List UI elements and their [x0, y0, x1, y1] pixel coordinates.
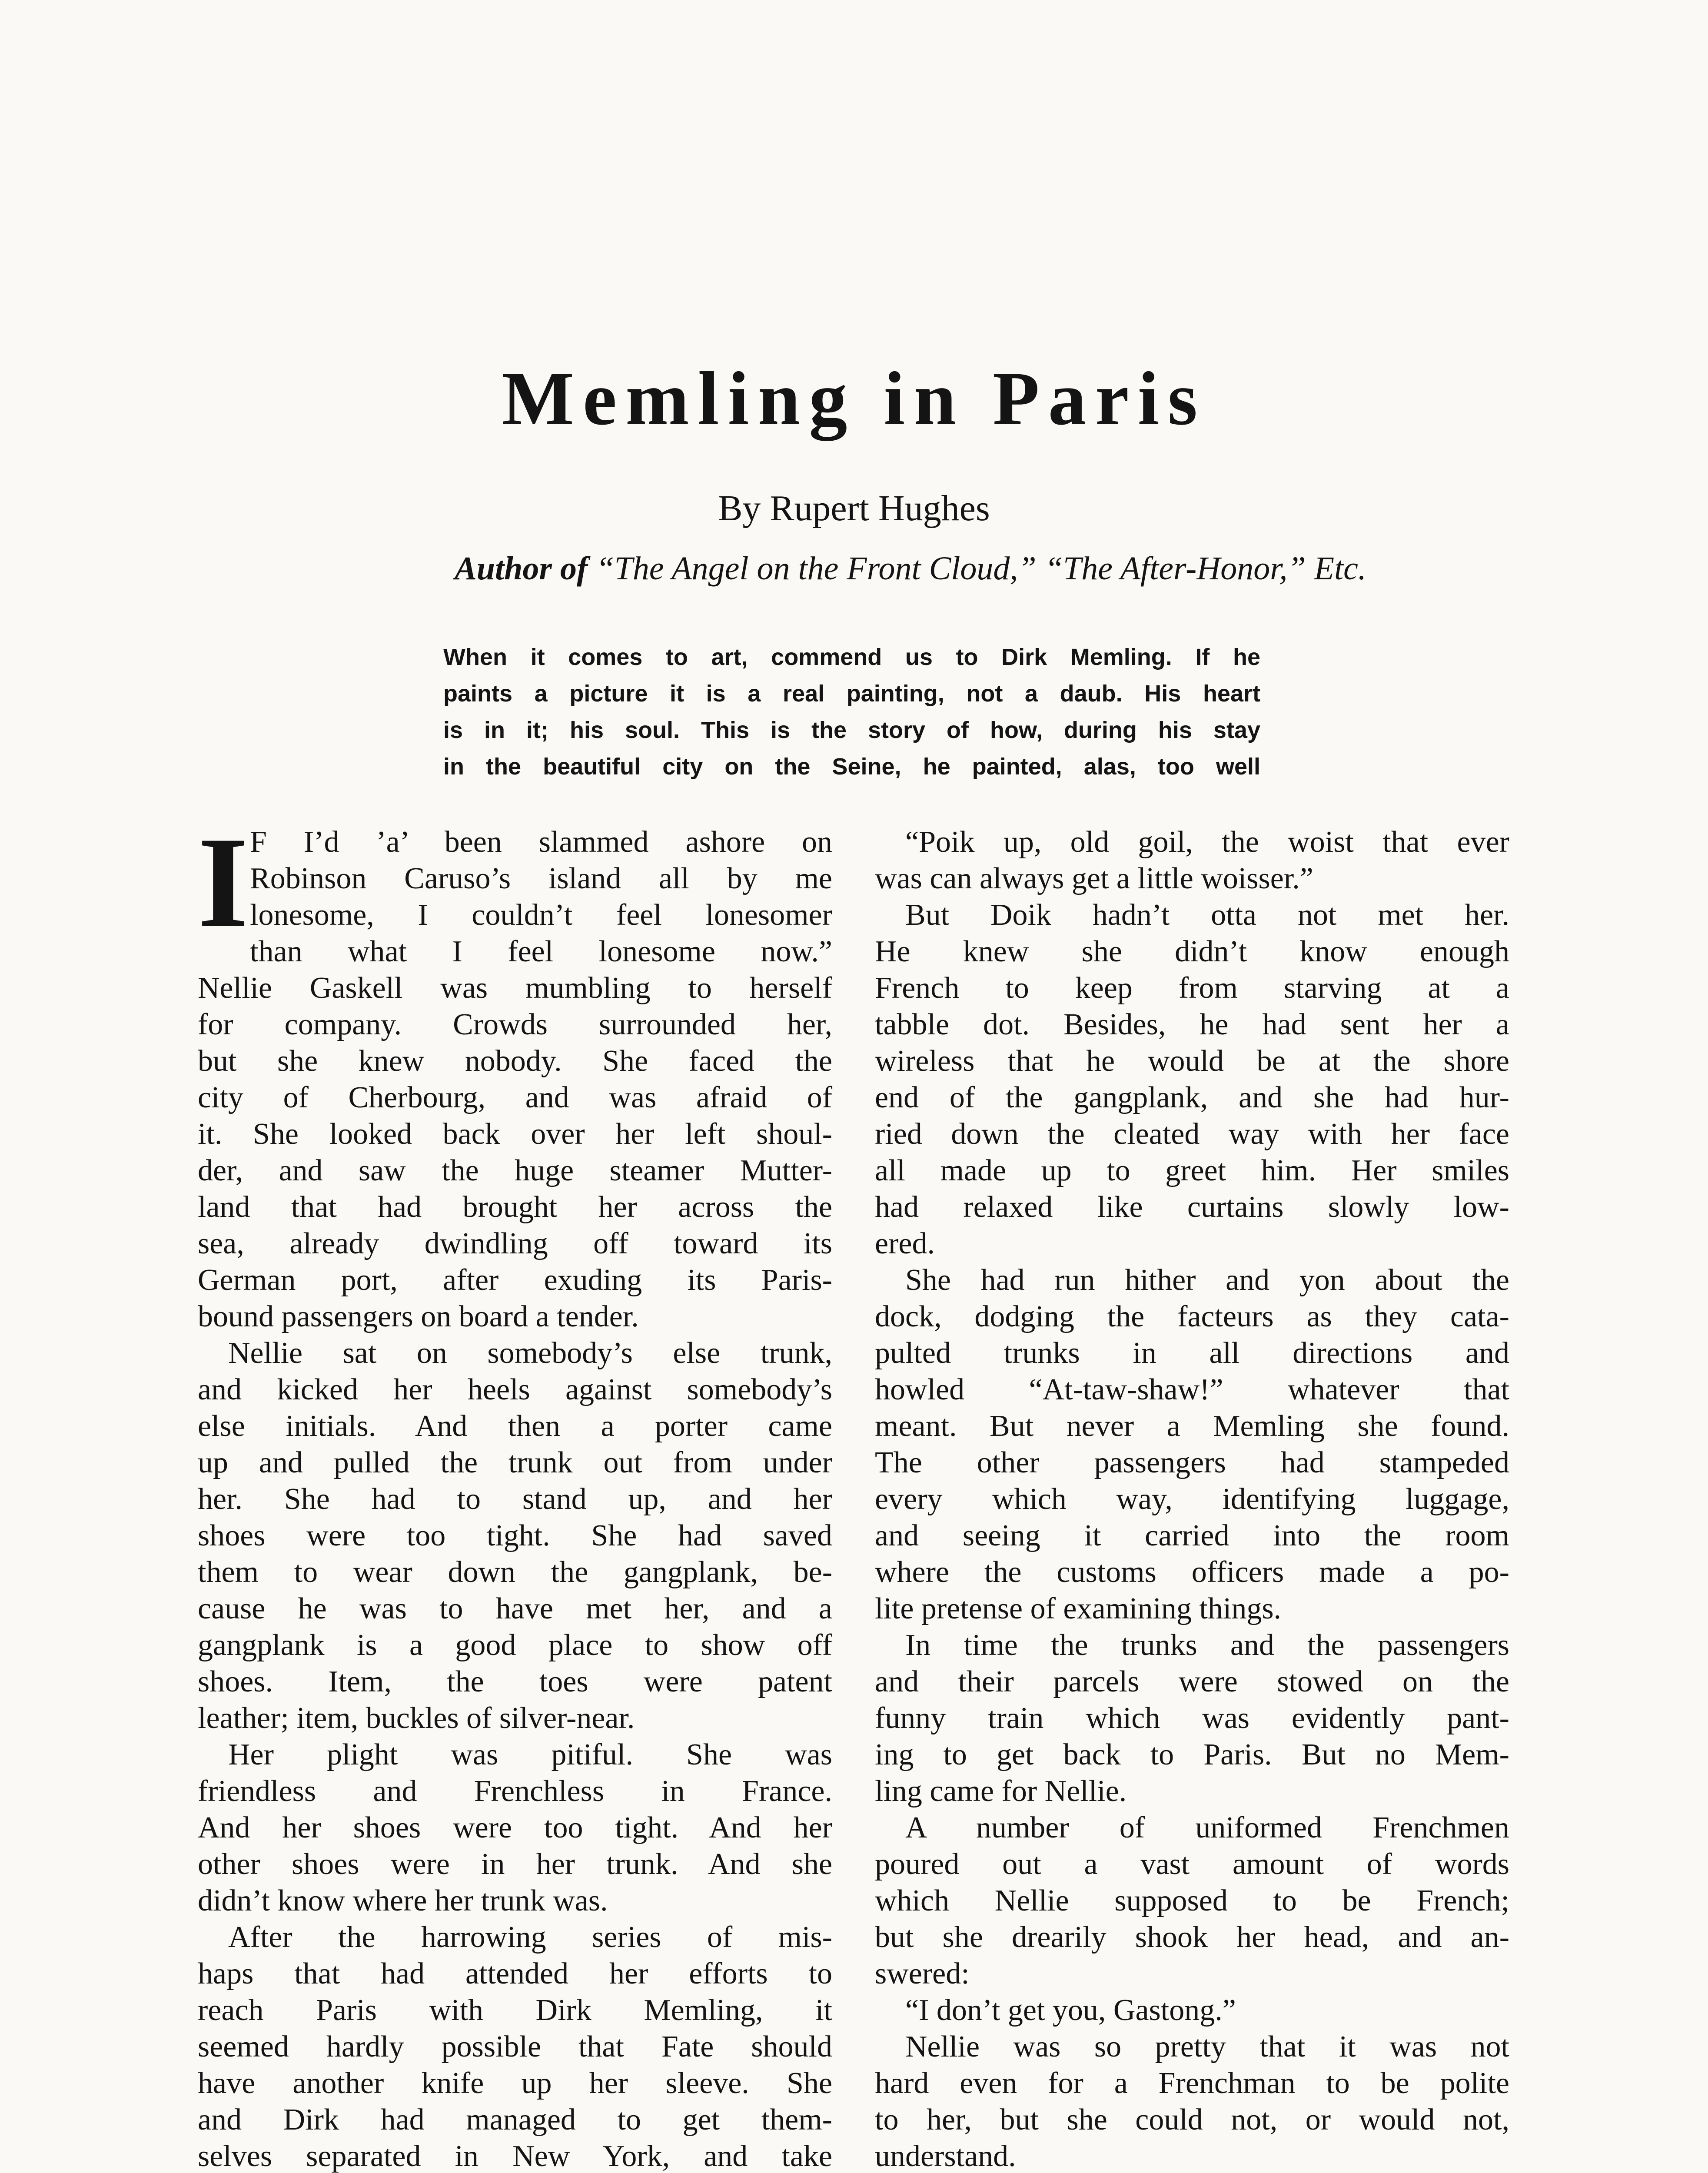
text-line: howled “At-taw-shaw!” whatever that: [875, 1373, 1509, 1406]
byline: By Rupert Hughes: [718, 488, 990, 528]
text-line: and kicked her heels against somebody’s: [198, 1373, 832, 1406]
text-line: it. She looked back over her left shoul-: [198, 1117, 832, 1151]
text-line: lonesome, I couldn’t feel lonesomer: [250, 898, 832, 932]
text-line: her. She had to stand up, and her: [198, 1482, 832, 1516]
text-line: and seeing it carried into the room: [875, 1519, 1509, 1552]
text-line: swered:: [875, 1957, 970, 1990]
text-line: funny train which was evidently pant-: [875, 1701, 1509, 1735]
text-line: tabble dot. Besides, he had sent her a: [875, 1008, 1509, 1041]
author-etc: Etc.: [1314, 550, 1366, 587]
text-line: than what I feel lonesome now.”: [250, 935, 832, 968]
text-line: French to keep from starving at a: [875, 971, 1509, 1005]
text-line: for company. Crowds surrounded her,: [198, 1008, 832, 1041]
text-line: and their parcels were stowed on the: [875, 1665, 1509, 1698]
text-line: city of Cherbourg, and was afraid of: [198, 1081, 832, 1114]
text-line: A number of uniformed Frenchmen: [905, 1811, 1509, 1844]
intro-blurb: [443, 639, 1260, 785]
text-line: lite pretense of examining things.: [875, 1592, 1282, 1625]
text-line: didn’t know where her trunk was.: [198, 1884, 608, 1917]
text-line: understand.: [875, 2140, 1016, 2173]
text-line: German port, after exuding its Paris-: [198, 1263, 832, 1297]
text-line: land that had brought her across the: [198, 1190, 832, 1224]
body-column-left: [198, 810, 832, 2173]
text-line: selves separated in New York, and take: [198, 2140, 832, 2173]
text-line: shoes. Item, the toes were patent: [198, 1665, 832, 1698]
author-credits: [0, 552, 1708, 585]
text-line: ling came for Nellie.: [875, 1774, 1127, 1808]
text-line: pulted trunks in all directions and: [875, 1336, 1509, 1370]
text-line: them to wear down the gangplank, be-: [198, 1555, 832, 1589]
text-line: Nellie was so pretty that it was not: [905, 2030, 1509, 2063]
text-line: The other passengers had stampeded: [875, 1446, 1509, 1479]
text-line: sea, already dwindling off toward its: [198, 1227, 832, 1260]
intro-line: is in it; his soul. This is the story of how, during his stay: [443, 717, 1260, 743]
text-line: Robinson Caruso’s island all by me: [250, 862, 832, 895]
text-line: poured out a vast amount of words: [875, 1847, 1509, 1881]
text-line: cause he was to have met her, and a: [198, 1592, 832, 1625]
text-line: to her, but she could not, or would not,: [875, 2103, 1509, 2136]
text-line: Nellie Gaskell was mumbling to herself: [198, 971, 832, 1005]
text-line: and Dirk had managed to get them-: [198, 2103, 832, 2136]
text-line: She had run hither and yon about the: [905, 1263, 1509, 1297]
drop-cap: I: [198, 810, 249, 954]
text-line: After the harrowing series of mis-: [228, 1920, 832, 1954]
text-line: reach Paris with Dirk Memling, it: [198, 1994, 832, 2027]
text-line: where the customs officers made a po-: [875, 1555, 1509, 1589]
text-line: but she drearily shook her head, and an-: [875, 1920, 1509, 1954]
text-line: but she knew nobody. She faced the: [198, 1044, 832, 1078]
author-work-1: “The Angel on the Front Cloud,”: [596, 550, 1037, 587]
text-line: “Poik up, old goil, the woist that ever: [905, 825, 1509, 859]
text-line: dock, dodging the facteurs as they cata-: [875, 1300, 1509, 1333]
text-line: But Doik hadn’t otta not met her.: [905, 898, 1509, 932]
text-line: F I’d ’a’ been slammed ashore on: [250, 825, 832, 859]
text-line: which Nellie supposed to be French;: [875, 1884, 1509, 1917]
text-line: Her plight was pitiful. She was: [228, 1738, 832, 1771]
author-work-2: “The After-Honor,”: [1044, 550, 1306, 587]
text-line: have another knife up her sleeve. She: [198, 2067, 832, 2100]
text-line: had relaxed like curtains slowly low-: [875, 1190, 1509, 1224]
text-line: hard even for a Frenchman to be polite: [875, 2067, 1509, 2100]
text-line: “I don’t get you, Gastong.”: [905, 1994, 1236, 2027]
text-line: bound passengers on board a tender.: [198, 1300, 639, 1333]
text-line: end of the gangplank, and she had hur-: [875, 1081, 1509, 1114]
text-line: ried down the cleated way with her face: [875, 1117, 1509, 1151]
text-line: haps that had attended her efforts to: [198, 1957, 832, 1990]
text-line: up and pulled the trunk out from under: [198, 1446, 832, 1479]
text-line: leather; item, buckles of silver-near.: [198, 1701, 635, 1735]
text-line: He knew she didn’t know enough: [875, 935, 1509, 968]
text-line: ing to get back to Paris. But no Mem-: [875, 1738, 1509, 1771]
text-line: meant. But never a Memling she found.: [875, 1409, 1509, 1443]
text-line: Nellie sat on somebody’s else trunk,: [228, 1336, 832, 1370]
intro-line: When it comes to art, commend us to Dirk Memling. If he: [443, 644, 1260, 670]
text-line: was can always get a little woisser.”: [875, 862, 1313, 895]
text-line: ered.: [875, 1227, 935, 1260]
text-line: In time the trunks and the passengers: [905, 1628, 1509, 1662]
article-title: Memling in Paris: [502, 356, 1206, 441]
text-line: every which way, identifying luggage,: [875, 1482, 1509, 1516]
text-line: gangplank is a good place to show off: [198, 1628, 832, 1662]
intro-line: in the beautiful city on the Seine, he painted, alas, too well: [443, 754, 1260, 780]
text-line: And her shoes were too tight. And her: [198, 1811, 832, 1844]
text-line: wireless that he would be at the shore: [875, 1044, 1509, 1078]
intro-line: paints a picture it is a real painting, not a daub. His heart: [443, 681, 1260, 707]
text-line: shoes were too tight. She had saved: [198, 1519, 832, 1552]
text-line: der, and saw the huge steamer Mutter-: [198, 1154, 832, 1187]
author-of-label: Author of: [455, 550, 588, 587]
text-line: other shoes were in her trunk. And she: [198, 1847, 832, 1881]
body-column-right: [875, 824, 1509, 2173]
text-line: seemed hardly possible that Fate should: [198, 2030, 832, 2063]
text-line: all made up to greet him. Her smiles: [875, 1154, 1509, 1187]
text-line: friendless and Frenchless in France.: [198, 1774, 832, 1808]
text-line: else initials. And then a porter came: [198, 1409, 832, 1443]
